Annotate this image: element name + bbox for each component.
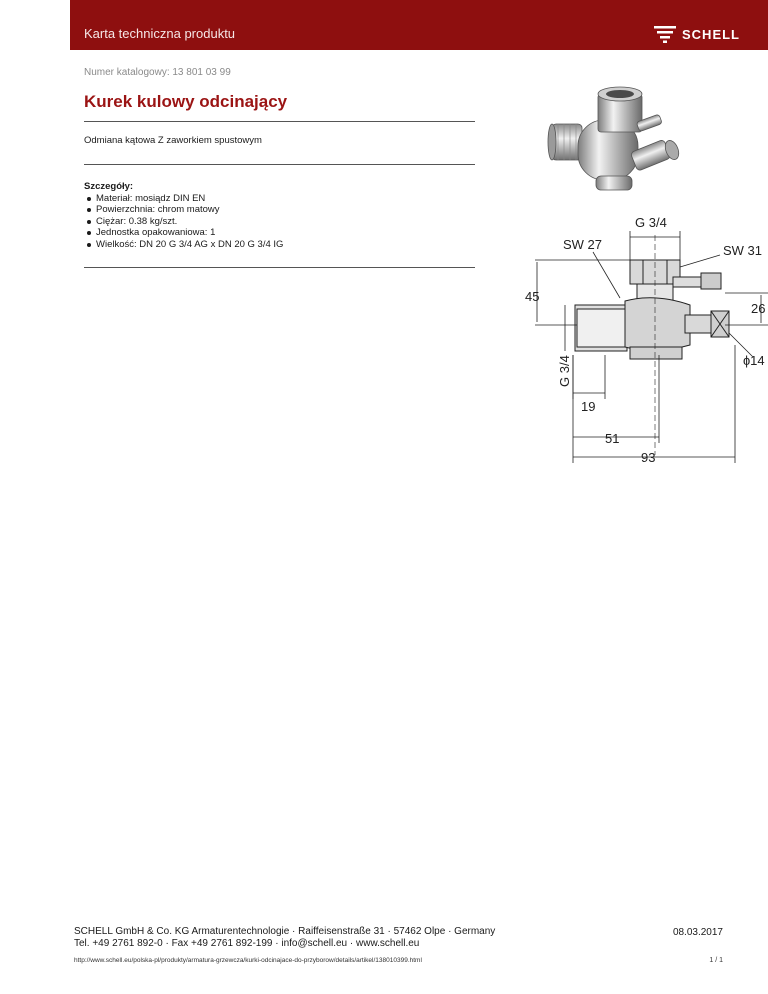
product-title: Kurek kulowy odcinający bbox=[84, 92, 288, 111]
details-section bbox=[84, 181, 283, 250]
dim-sw31: SW 31 bbox=[723, 243, 763, 258]
header-title: Karta techniczna produktu bbox=[84, 26, 236, 41]
detail-item: Powierzchnia: chrom matowy bbox=[84, 204, 283, 216]
technical-drawing bbox=[525, 205, 768, 470]
footer-company-line2: Tel. +49 2761 892-0 · Fax +49 2761 892-199 · info@schell.eu · www.schell.eu bbox=[74, 938, 420, 949]
page-header bbox=[70, 0, 768, 50]
details-list bbox=[84, 193, 283, 251]
dim-45: 45 bbox=[525, 289, 540, 304]
dim-51: 51 bbox=[605, 431, 620, 446]
dim-14: ɸ14 bbox=[743, 353, 765, 368]
schell-logo bbox=[654, 24, 740, 44]
product-photo bbox=[538, 80, 698, 210]
dim-g34-top: G 3/4 bbox=[635, 215, 667, 230]
detail-item: Wielkość: DN 20 G 3/4 AG x DN 20 G 3/4 IG bbox=[84, 239, 283, 251]
dim-19: 19 bbox=[581, 399, 596, 414]
divider bbox=[84, 164, 475, 165]
footer-company bbox=[74, 926, 495, 950]
detail-item: Ciężar: 0.38 kg/szt. bbox=[84, 216, 283, 228]
schell-logo-icon bbox=[654, 25, 676, 43]
product-variant: Odmiana kątowa Z zaworkiem spustowym bbox=[84, 135, 262, 146]
dim-sw27: SW 27 bbox=[563, 237, 603, 252]
footer-url[interactable]: http://www.schell.eu/polska-pl/produkty/armatura-grzewcza/kurki-odcinajace-do-przyborow/details/artikel/138010399.html bbox=[74, 957, 422, 964]
dim-26: 26 bbox=[751, 301, 766, 316]
footer-date: 08.03.2017 bbox=[672, 927, 723, 938]
detail-item: Materiał: mosiądz DIN EN bbox=[84, 193, 283, 205]
catalog-number: Numer katalogowy: 13 801 03 99 bbox=[84, 67, 231, 78]
footer-company-line1: SCHELL GmbH & Co. KG Armaturentechnologie · Raiffeisenstraße 31 · 57462 Olpe · Germany bbox=[74, 926, 496, 937]
divider bbox=[84, 121, 475, 122]
details-heading: Szczegóły: bbox=[84, 181, 134, 192]
footer-page-number: 1 / 1 bbox=[709, 957, 723, 964]
divider bbox=[84, 267, 475, 268]
dim-g34-side: G 3/4 bbox=[557, 355, 572, 387]
dim-93: 93 bbox=[641, 450, 656, 465]
detail-item: Jednostka opakowaniowa: 1 bbox=[84, 227, 283, 239]
brand-name: SCHELL bbox=[682, 26, 740, 42]
